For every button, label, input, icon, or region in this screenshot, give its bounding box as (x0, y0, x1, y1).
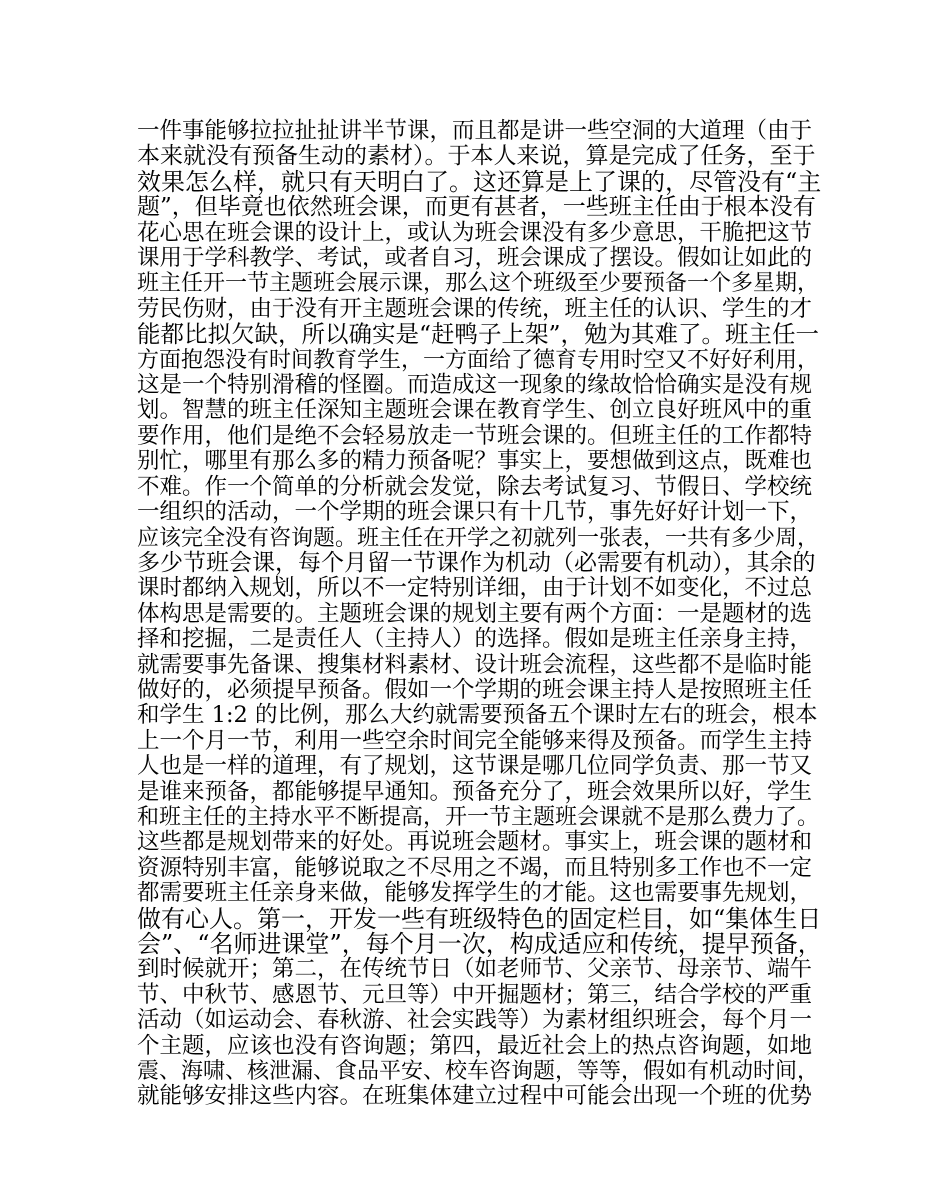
text-line: 别忙，哪里有那么多的精力预备呢？事实上，要想做到这点，既难也 (137, 448, 813, 475)
text-line: 上一个月一节，利用一些空余时间完全能够来得及预备。而学生主持 (137, 727, 813, 754)
text-line: 就能够安排这些内容。在班集体建立过程中可能会出现一个班的优势 (137, 1083, 813, 1110)
text-line: 划。智慧的班主任深知主题班会课在教育学生、创立良好班风中的重 (137, 397, 813, 424)
text-line: 一件事能够拉拉扯扯讲半节课，而且都是讲一些空洞的大道理（由于 (137, 118, 813, 144)
text-line: 课时都纳入规划，所以不一定特别详细，由于计划不如变化，不过总 (137, 575, 813, 602)
text-line: 到时候就开；第二，在传统节日（如老师节、父亲节、母亲节、端午 (137, 956, 813, 983)
text-line: 一组织的活动，一个学期的班会课只有十几节，事先好好计划一下， (137, 499, 813, 526)
text-line: 题”，但毕竟也依然班会课，而更有甚者，一些班主任由于根本没有 (137, 194, 816, 221)
text-line: 花心思在班会课的设计上，或认为班会课没有多少意思，干脆把这节 (137, 219, 813, 246)
text-line: 班主任开一节主题班会展示课，那么这个班级至少要预备一个多星期， (137, 271, 820, 297)
text-line: 不难。作一个简单的分析就会发觉，除去考试复习、节假日、学校统 (137, 473, 813, 500)
text-line: 做有心人。第一，开发一些有班级特色的固定栏目，如“集体生日 (137, 904, 822, 933)
text-line: 方面抱怨没有时间教育学生，一方面给了德育专用时空又不好好利用， (137, 347, 820, 373)
text-line: 和学生 1:2 的比例，那么大约就需要预备五个课时左右的班会，根本 (137, 702, 818, 729)
text-line: 这些都是规划带来的好处。再说班会题材。事实上，班会课的题材和 (137, 829, 813, 856)
text-line: 震、海啸、核泄漏、食品平安、校车咨询题，等等，假如有机动时间， (137, 1059, 820, 1085)
text-line: 能都比拟欠缺，所以确实是“赶鸭子上架”，勉为其难了。班主任一 (137, 320, 820, 349)
text-line: 和班主任的主持水平不断提高，开一节主题班会课就不是那么费力了。 (137, 804, 820, 830)
text-line: 择和挖掘，二是责任人（主持人）的选择。假如是班主任亲身主持， (137, 626, 813, 653)
text-line: 劳民伤财，由于没有开主题班会课的传统，班主任的认识、学生的才 (137, 295, 813, 322)
body-text (137, 118, 822, 1110)
text-line: 做好的，必须提早预备。假如一个学期的班会课主持人是按照班主任 (137, 676, 813, 703)
text-line: 体构思是需要的。主题班会课的规划主要有两个方面：一是题材的选 (137, 600, 813, 627)
text-line: 要作用，他们是绝不会轻易放走一节班会课的。但班主任的工作都特 (137, 422, 813, 449)
text-line: 个主题，应该也没有咨询题；第四，最近社会上的热点咨询题，如地 (137, 1032, 813, 1059)
text-line: 课用于学科教学、考试，或者自习，班会课成了摆设。假如让如此的 (137, 245, 813, 272)
text-line: 活动（如运动会、春秋游、社会实践等）为素材组织班会，每个月一 (137, 1007, 813, 1034)
text-line: 应该完全没有咨询题。班主任在开学之初就列一张表，一共有多少周， (137, 525, 820, 551)
text-line: 资源特别丰富，能够说取之不尽用之不竭，而且特别多工作也不一定 (137, 854, 813, 881)
text-line: 本来就没有预备生动的素材）。于本人来说，算是完成了任务，至于 (137, 143, 816, 170)
text-line: 节、中秋节、感恩节、元旦等）中开掘题材；第三，结合学校的严重 (137, 981, 813, 1008)
text-line: 多少节班会课，每个月留一节课作为机动（必需要有机动），其余的 (137, 549, 816, 576)
text-line: 效果怎么样，就只有天明白了。这还算是上了课的，尽管没有“主 (137, 167, 822, 196)
text-line: 会”、“名师进课堂”，每个月一次，构成适应和传统，提早预备， (137, 930, 822, 958)
text-line: 这是一个特别滑稽的怪圈。而造成这一现象的缘故恰恰确实是没有规 (137, 372, 813, 399)
text-line: 人也是一样的道理，有了规划，这节课是哪几位同学负责、那一节又 (137, 753, 813, 780)
text-line: 就需要事先备课、搜集材料素材、设计班会流程，这些都不是临时能 (137, 651, 813, 678)
text-line: 都需要班主任亲身来做，能够发挥学生的才能。这也需要事先规划， (137, 880, 813, 907)
text-line: 是谁来预备，都能够提早通知。预备充分了，班会效果所以好，学生 (137, 778, 813, 805)
